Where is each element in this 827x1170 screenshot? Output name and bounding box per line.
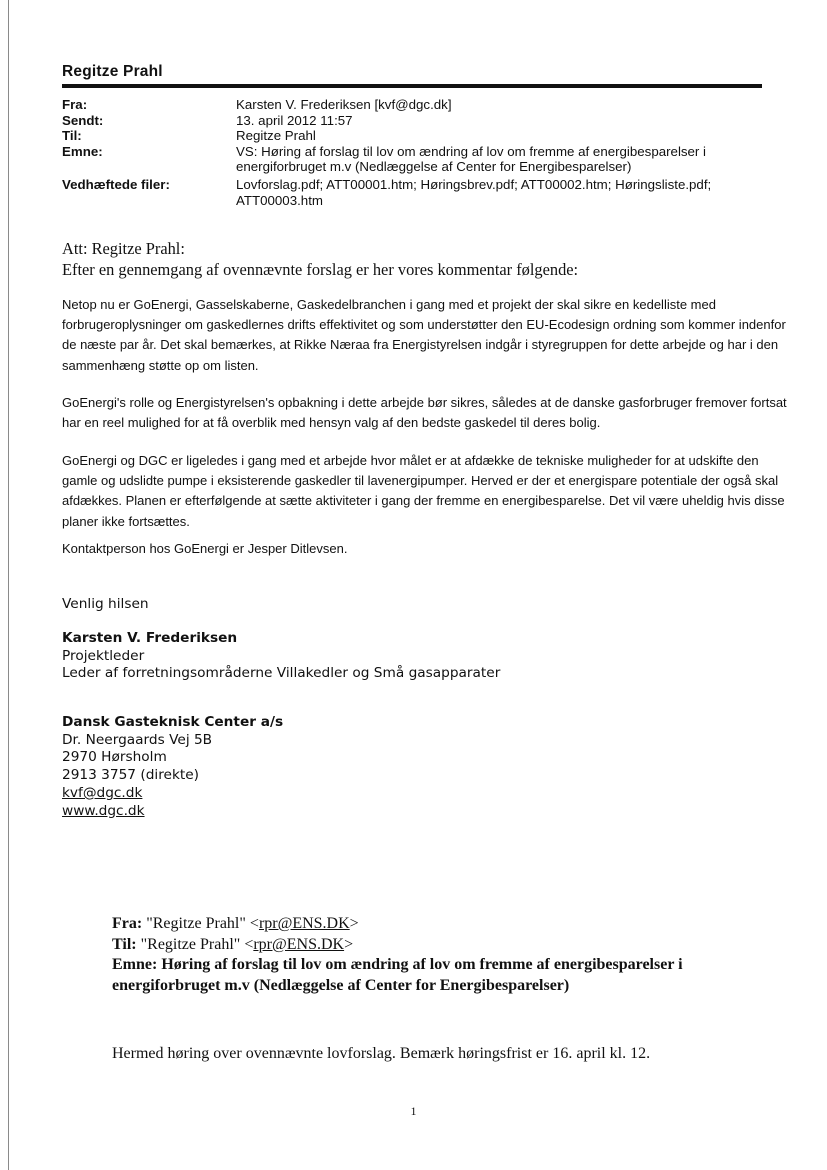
header-label: Vedhæftede filer: [62, 176, 170, 192]
header-value: VS: Høring af forslag til lov om ændring af lov om fremme af energibesparelser i energiforbruget m.v (Nedlæggelse af Center for Energibesparelser) [236, 143, 707, 175]
signature-email-link[interactable]: kvf@dgc.dk [62, 784, 143, 801]
signature-city: 2970 Hørsholm [62, 749, 167, 766]
header-value: Regitze Prahl [236, 128, 316, 144]
signature-street: Dr. Neergaards Vej 5B [62, 731, 213, 748]
email-header [62, 97, 772, 208]
paragraph-1: Netop nu er GoEnergi, Gasselskaberne, Gaskedelbranchen i gang med et projekt der skal sikre en kedelliste med forbrugeroplysninger om gaskedlernes drifts effektivitet og som understøtter den EU-Ecodesign ordning som kommer indenfor de næste par år. Det skal bemærkes, at Rikke Næraa fra Energistyrelsen indgår i styregruppen for dette arbejde og har i den sammenhæng støtte op om listen. [62, 297, 786, 373]
header-value: Lovforslag.pdf; ATT00001.htm; Høringsbrev.pdf; ATT00002.htm; Høringsliste.pdf; ATT00003.htm [236, 176, 712, 208]
forwarded-from-email-link[interactable]: rpr@ENS.DK [258, 915, 350, 932]
forwarded-from [112, 914, 762, 935]
forwarded-to [112, 935, 762, 956]
forwarded-from-name: "Regitze Prahl" < [146, 915, 259, 932]
intro [62, 239, 578, 280]
header-row-attachments [62, 177, 772, 208]
header-label: Fra: [62, 97, 88, 112]
sender-title: Regitze Prahl [62, 63, 163, 80]
att-line: Att: Regitze Prahl: [62, 239, 185, 258]
forwarded-subject-text: Høring af forslag til lov om ændring af lov om fremme af energibesparelser i energiforbruget m.v (Nedlæggelse af Center for Energibesparelser) [112, 956, 683, 994]
forwarded-to-label: Til: [112, 935, 137, 953]
forwarded-subject-label: Emne: [112, 956, 158, 973]
forwarded-header [112, 914, 762, 996]
signature-phone: 2913 3757 (direkte) [62, 767, 200, 784]
greeting: Venlig hilsen [62, 596, 149, 612]
forwarded-to-email-link[interactable]: rpr@ENS.DK [253, 935, 345, 953]
signature-person [62, 630, 500, 683]
header-row-subject [62, 144, 772, 175]
header-row-sent [62, 113, 772, 129]
forwarded-from-label: Fra: [112, 915, 143, 932]
header-row-to [62, 128, 772, 144]
left-margin-rule [8, 0, 9, 1170]
forwarded-subject [112, 955, 762, 996]
title-rule [62, 84, 762, 88]
forwarded-to-name: "Regitze Prahl" < [140, 935, 254, 953]
signature-role: Projektleder [62, 647, 145, 664]
forwarded-body: Hermed høring over ovennævnte lovforslag. Bemærk høringsfrist er 16. april kl. 12. [112, 1045, 651, 1062]
forwarded-from-close: > [349, 915, 359, 932]
header-label: Sendt: [62, 112, 104, 128]
page-number: 1 [410, 1104, 417, 1118]
forwarded-to-close: > [344, 935, 354, 953]
header-value: 13. april 2012 11:57 [236, 112, 353, 128]
lead-line: Efter en gennemgang af ovennævnte forslag er her vores kommentar følgende: [62, 259, 579, 279]
header-label: Emne: [62, 143, 103, 159]
header-row-from [62, 97, 772, 113]
paragraph-3: GoEnergi og DGC er ligeledes i gang med et arbejde hvor målet er at afdække de tekniske muligheder for at udskifte den gamle og udslidte pumpe i eksisterende gaskedler til lavenergipumper. Herved er der et energispare potentiale der også skal afdækkes. Planen er efterfølgende at sætte aktiviteter i gang der fremme en energibesparelse. Det vil være uheldig hvis disse planer ikke fortsættes. [62, 453, 785, 529]
signature-name: Karsten V. Frederiksen [62, 630, 238, 646]
header-label: Til: [62, 128, 82, 144]
paragraph-2: GoEnergi's rolle og Energistyrelsen's opbakning i dette arbejde bør sikres, således at de danske gasforbruger fremover fortsat har en reel mulighed for at få overblik med hensyn valg af den bedste gaskedel til deres bolig. [62, 395, 787, 431]
signature-company: Dansk Gasteknisk Center a/s [62, 714, 284, 730]
signature-company-block [62, 714, 283, 820]
signature-area: Leder af forretningsområderne Villakedler og Små gasapparater [62, 665, 501, 682]
header-value: Karsten V. Frederiksen [kvf@dgc.dk] [236, 97, 452, 112]
signature-web-link[interactable]: www.dgc.dk [62, 802, 145, 819]
paragraph-4: Kontaktperson hos GoEnergi er Jesper Ditlevsen. [62, 541, 348, 556]
